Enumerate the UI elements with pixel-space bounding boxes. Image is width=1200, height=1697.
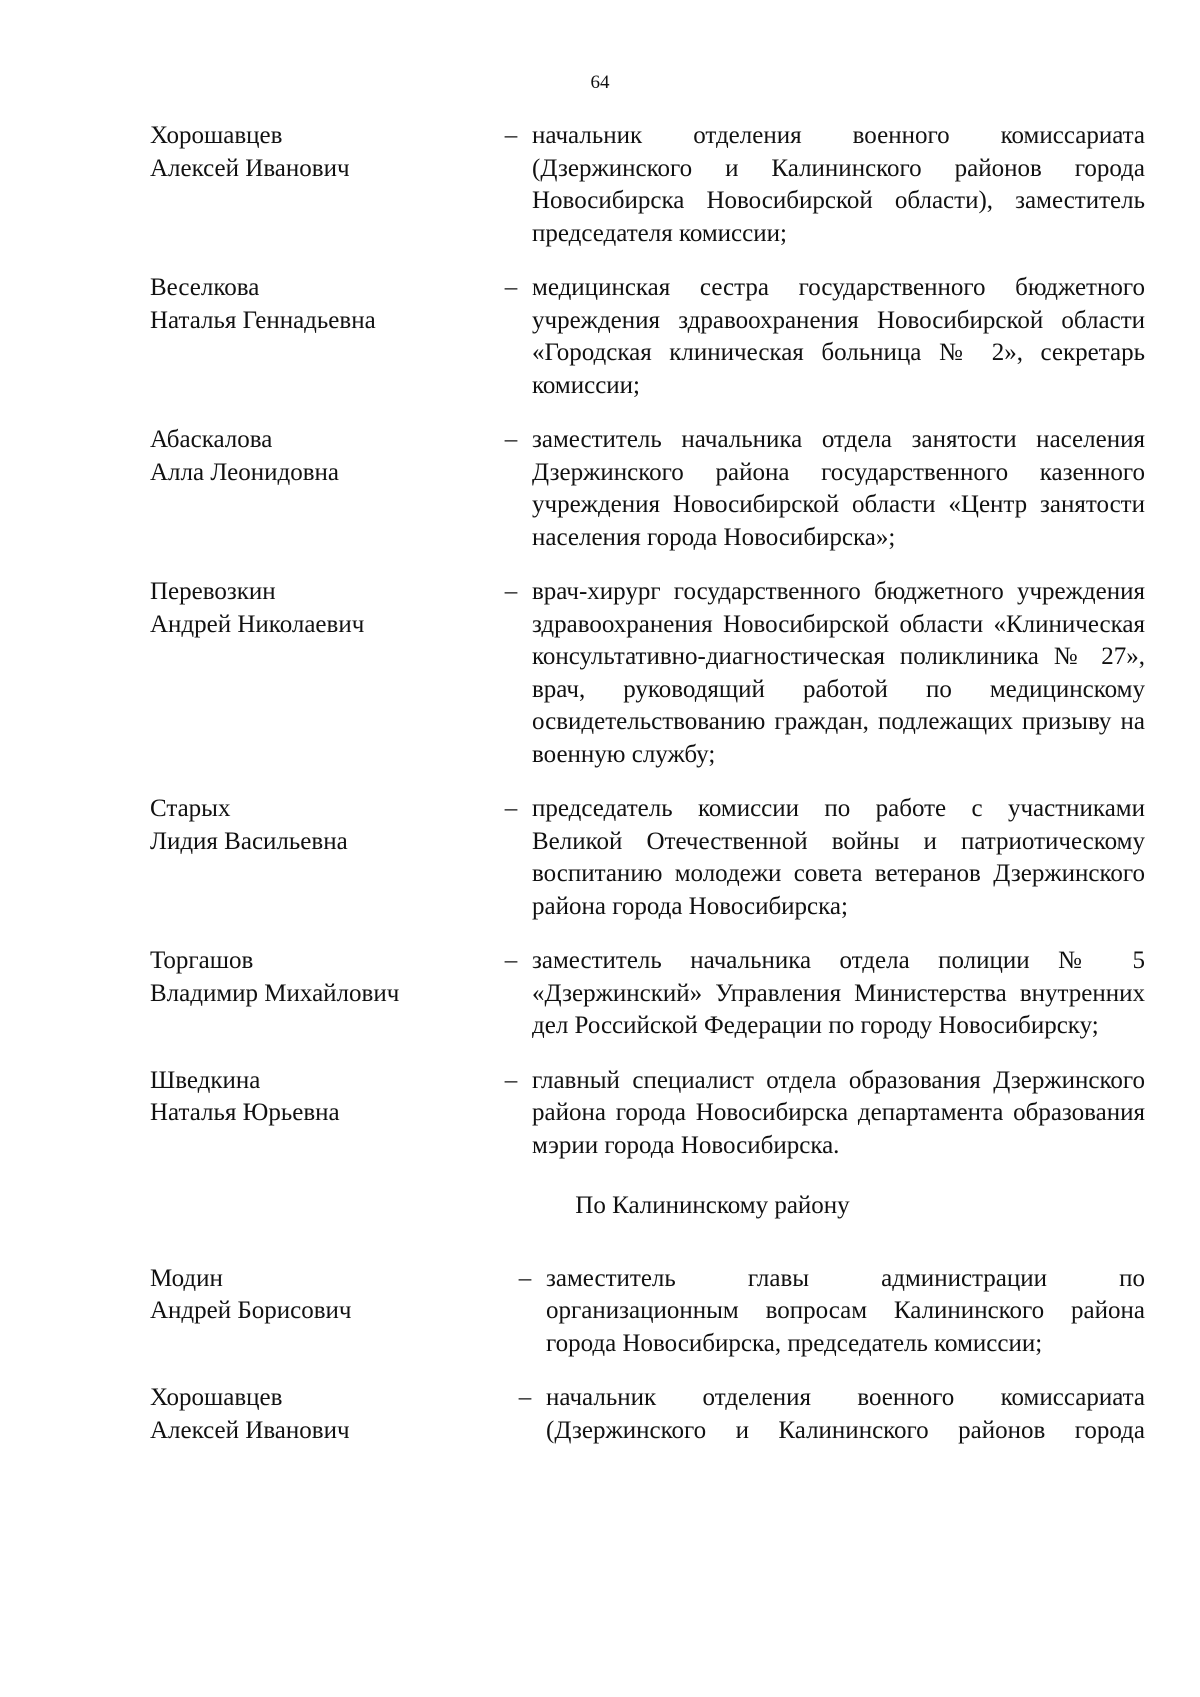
- member-position: заместитель начальника отдела полиции № 5 «Дзержинский» Управления Министерства внутренних дел Российской Федерации по городу Новосибирску;: [532, 947, 1145, 1039]
- page-number: 64: [590, 72, 610, 93]
- member-entry: [150, 120, 1145, 250]
- dash-separator: –: [504, 1066, 518, 1094]
- member-position: заместитель главы администрации по организационным вопросам Калининского района города Новосибирска, председатель комиссии;: [546, 1264, 1145, 1357]
- member-surname: Абаскалова: [150, 426, 273, 453]
- dash-separator: –: [504, 426, 518, 453]
- member-name: [150, 272, 490, 402]
- section-dzerzhinsky: [150, 120, 1145, 1162]
- member-given-name: Наталья Геннадьевна: [150, 306, 376, 334]
- member-entry: [150, 1263, 1145, 1361]
- member-surname: Перевозкин: [150, 578, 276, 605]
- member-position: заместитель начальника отдела занятости населения Дзержинского района государственного казенного учреждения Новосибирской области «Центр занятости населения города Новосибирска»;: [532, 426, 1145, 551]
- dash-separator: –: [518, 1384, 532, 1411]
- member-surname: Хорошавцев: [150, 1384, 283, 1411]
- member-given-name: Андрей Николаевич: [150, 610, 365, 638]
- dash-separator: –: [504, 947, 518, 974]
- member-name: [150, 1065, 490, 1163]
- member-given-name: Владимир Михайлович: [150, 979, 400, 1007]
- member-given-name: Алексей Иванович: [150, 154, 350, 182]
- dash-separator: –: [518, 1264, 532, 1292]
- member-entry: [150, 793, 1145, 923]
- member-given-name: Алла Леонидовна: [150, 458, 339, 486]
- member-surname: Хорошавцев: [150, 122, 283, 149]
- member-entry: [150, 576, 1145, 771]
- member-given-name: Алексей Иванович: [150, 1416, 350, 1444]
- member-name: [150, 945, 490, 1043]
- member-surname: Шведкина: [150, 1066, 261, 1094]
- member-name: [150, 1263, 490, 1361]
- section-kalininsky: [150, 1263, 1145, 1448]
- member-surname: Старых: [150, 795, 231, 822]
- member-surname: Торгашов: [150, 947, 254, 974]
- member-surname: Модин: [150, 1264, 223, 1292]
- member-name: [150, 576, 490, 771]
- member-position: начальник отделения военного комиссариата (Дзержинского и Калининского районов города: [546, 1384, 1145, 1444]
- dash-separator: –: [504, 122, 518, 149]
- dash-separator: –: [504, 795, 518, 822]
- member-name: [150, 120, 490, 250]
- member-name: [150, 793, 490, 923]
- member-name: [150, 424, 490, 554]
- member-position: врач-хирург государственного бюджетного учреждения здравоохранения Новосибирской области «Клиническая консультативно-диагностическая поликлиника № 27», врач, руководящий работой по медицинскому освидетельствованию граждан, подлежащих призыву на военную службу;: [532, 578, 1145, 768]
- member-given-name: Лидия Васильевна: [150, 827, 348, 855]
- member-position: главный специалист отдела образования Дзержинского района города Новосибирска департамента образования мэрии города Новосибирска.: [532, 1066, 1145, 1159]
- member-entry: [150, 272, 1145, 402]
- member-position: медицинская сестра государственного бюджетного учреждения здравоохранения Новосибирской области «Городская клиническая больница № 2», секретарь комиссии;: [532, 274, 1145, 399]
- dash-separator: –: [504, 578, 518, 605]
- member-name: [150, 1382, 490, 1447]
- member-given-name: Андрей Борисович: [150, 1297, 352, 1324]
- section-heading-kalininsky: По Калининскому району: [575, 1192, 850, 1219]
- member-surname: Веселкова: [150, 274, 260, 301]
- member-position: начальник отделения военного комиссариата (Дзержинского и Калининского районов города Новосибирска Новосибирской области), заместитель председателя комиссии;: [532, 122, 1145, 247]
- dash-separator: –: [504, 274, 518, 301]
- member-entry: [150, 945, 1145, 1043]
- member-entry: [150, 1065, 1145, 1163]
- member-given-name: Наталья Юрьевна: [150, 1099, 340, 1126]
- member-position: председатель комиссии по работе с участниками Великой Отечественной войны и патриотическому воспитанию молодежи совета ветеранов Дзержинского района города Новосибирска;: [532, 795, 1145, 920]
- member-entry: [150, 424, 1145, 554]
- commission-list: [150, 120, 1145, 1469]
- member-entry: [150, 1382, 1145, 1447]
